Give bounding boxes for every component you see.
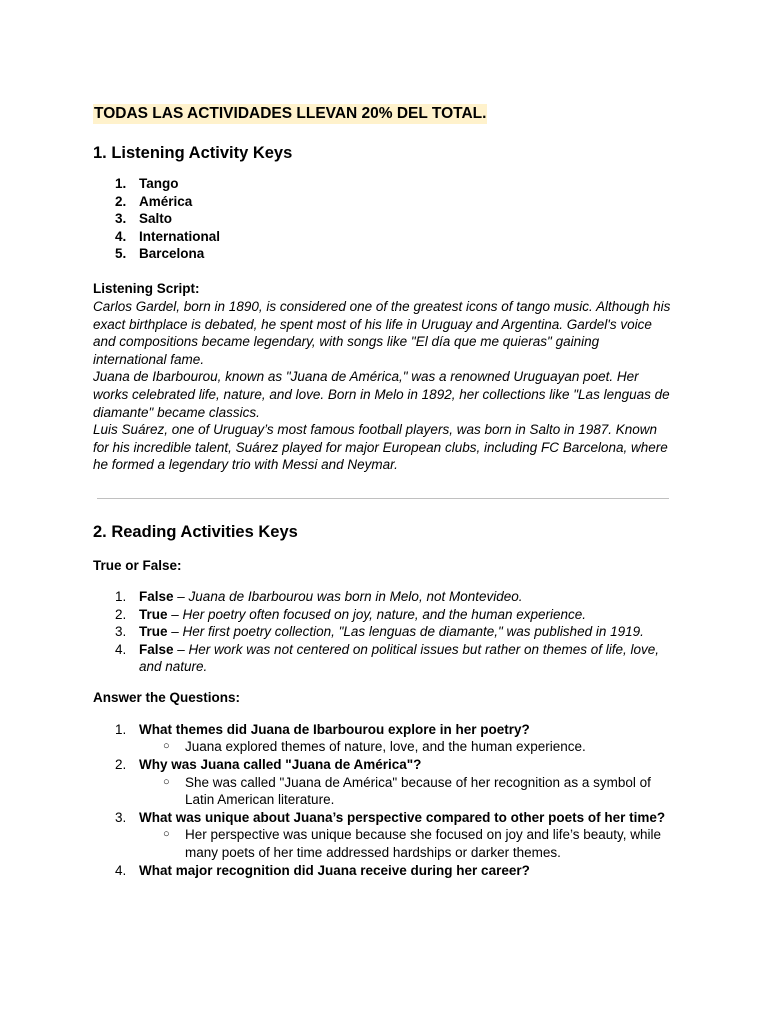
answer-text: ○ Juana explored themes of nature, love, and the human experience. [163,739,586,755]
listening-script [93,298,673,474]
list-item: 3. Salto [115,211,173,227]
list-item: 3. What was unique about Juana’s perspective compared to other poets of her time? ○ Her perspective was unique because she focused on joy and life’s beauty, while many poets of her time addressed hardships or darker themes. [93,809,673,862]
answer-text: ○ Her perspective was unique because she focused on joy and life’s beauty, while many poets of her time addressed hardships or darker themes. [163,827,662,861]
answer-list [139,774,673,809]
list-item: 2. True – Her poetry often focused on joy, nature, and the human experience. [115,606,587,622]
list-item: 4. False – Her work was not centered on political issues but rather on themes of life, love, and nature. [115,641,660,675]
circle-bullet-icon: ○ [163,740,170,753]
list-item: 2. América [115,193,193,209]
section-divider [97,498,669,499]
list-item: 1. What themes did Juana de Ibarbourou explore in her poetry? ○ Juana explored themes of nature, love, and the human experience. [93,721,673,756]
question-text: What major recognition did Juana receive during her career? [139,862,530,878]
listening-keys-list [93,175,673,263]
list-item: 5. Barcelona [115,246,205,262]
list-item: 2. Why was Juana called "Juana de América"? ○ She was called "Juana de América" because of her recognition as a symbol of Latin American literature. [93,756,673,809]
script-paragraph: Juana de Ibarbourou, known as "Juana de América," was a renowned Uruguayan poet. Her works celebrated life, nature, and love. Born in Melo in 1892, her collections like "Las lenguas de diamante" became classics. [93,369,670,420]
question-text: Why was Juana called "Juana de América"? [139,757,422,773]
circle-bullet-icon: ○ [163,828,170,841]
list-item: 4. International [115,228,221,244]
circle-bullet-icon: ○ [163,775,170,788]
answer-list [139,826,673,861]
script-paragraph: Carlos Gardel, born in 1890, is considered one of the greatest icons of tango music. Although his exact birthplace is debated, he spent most of his life in Uruguay and Argentina. Gardel's voice and compositions became legendary, with songs like "El día que me quieras" gaining international fame. [93,298,671,367]
script-paragraph: Luis Suárez, one of Uruguay’s most famous football players, was born in Salto in 1987. Known for his incredible talent, Suárez played for major European clubs, including FC Barcelona, where he formed a legendary trio with Messi and Neymar. [93,422,668,473]
true-false-list [93,588,673,676]
answer-questions-label: Answer the Questions: [93,689,241,705]
list-item: 4. What major recognition did Juana receive during her career? [115,862,530,878]
listening-heading: 1. Listening Activity Keys [93,144,293,162]
answer-list [139,738,673,756]
questions-list [93,721,673,879]
list-item: 1. False – Juana de Ibarbourou was born in Melo, not Montevideo. [115,588,523,604]
listening-script-label: Listening Script: [93,280,200,296]
list-item: 3. True – Her first poetry collection, "Las lenguas de diamante," was published in 1919. [115,624,644,640]
question-text: What themes did Juana de Ibarbourou explore in her poetry? [139,721,530,737]
true-false-label: True or False: [93,557,182,573]
reading-heading: 2. Reading Activities Keys [93,522,298,541]
grading-banner: TODAS LAS ACTIVIDADES LLEVAN 20% DEL TOTAL. [94,105,487,122]
question-text: What was unique about Juana’s perspective compared to other poets of her time? [139,809,666,825]
answer-text: ○ She was called "Juana de América" because of her recognition as a symbol of Latin American literature. [163,774,651,808]
document-page [93,104,673,879]
list-item: 1. Tango [115,176,179,191]
